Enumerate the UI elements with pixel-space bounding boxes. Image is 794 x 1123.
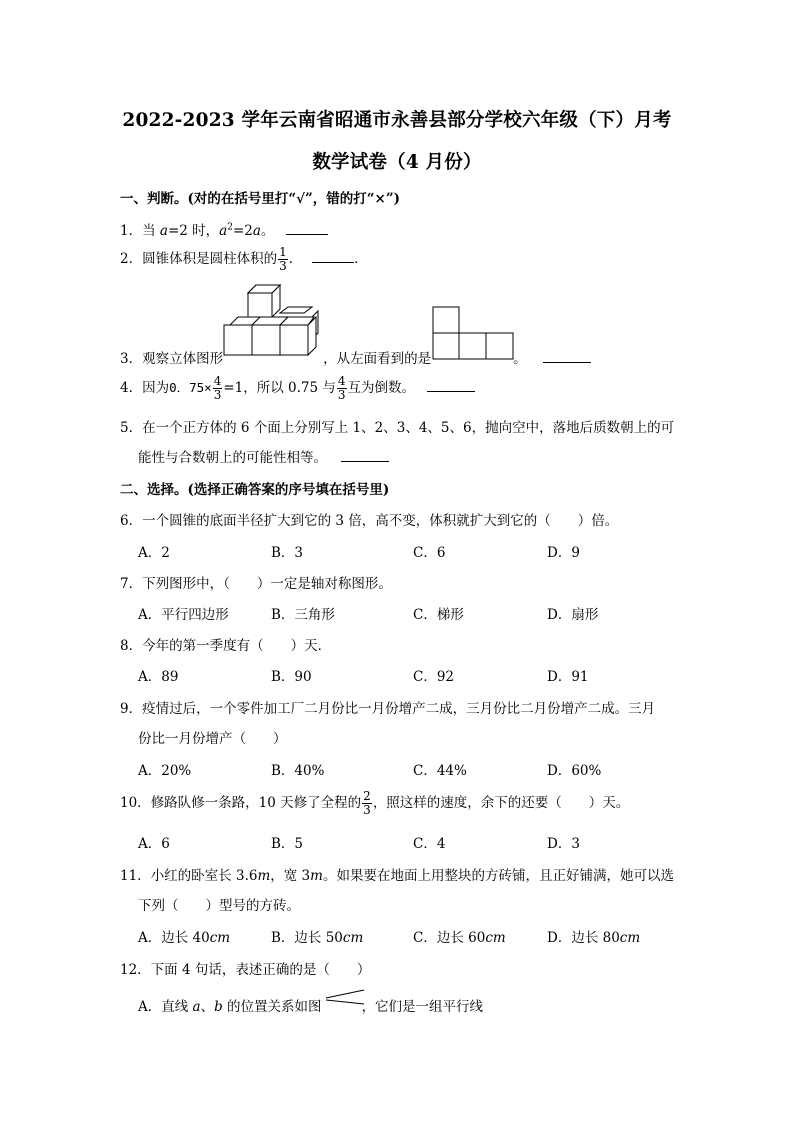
question-7 [120,572,392,592]
option-text: C．边长 60 [413,930,486,946]
question-6 [120,509,618,529]
q4-text: 因为 [142,380,170,396]
page-title-line1: 2022-2023 学年云南省昭通市永善县部分学校六年级（下）月考 [122,110,672,131]
option-text: A．直线 [138,999,193,1015]
unit-centimeter: cm [619,930,641,946]
question-number: 3． [120,351,143,367]
option-c[interactable] [413,926,506,946]
answer-blank[interactable] [427,379,475,392]
option-c[interactable]: C．梯形 [413,607,464,623]
option-a[interactable] [138,926,230,946]
answer-blank[interactable] [341,449,389,462]
section-heading-judgement: 一、判断。(对的在括号里打“√”，错的打“×”) [120,191,401,207]
q8-text: 今年的第一季度有（ ）天． [142,638,332,654]
option-c[interactable]: C．4 [413,836,446,852]
question-1 [120,219,328,239]
option-c[interactable]: C．6 [413,545,446,561]
question-number: 8． [120,638,143,654]
question-9-continued: 份比一月份增产（ ） [138,731,287,747]
option-a[interactable]: A．2 [138,545,170,561]
question-11-continued: 下列（ ）型号的方砖。 [138,898,300,914]
exponent: 2 [227,222,233,233]
option-b[interactable]: B．5 [271,836,304,852]
option-text: 、 [200,999,215,1015]
option-d[interactable]: D．扇形 [547,607,599,623]
option-a[interactable] [138,995,483,1015]
question-10 [120,790,629,817]
question-5 [120,416,674,436]
question-number: 11． [120,868,151,884]
page-title-line2: 数学试卷（4 月份） [312,152,482,173]
answer-blank[interactable] [543,350,591,363]
unit-centimeter: cm [485,930,506,946]
fraction [213,375,223,402]
unit-meter: m [257,868,271,884]
question-3 [120,347,591,367]
q11-text: ，宽 3 [270,868,311,884]
fraction-numerator: 2 [363,789,371,803]
question-number: 9． [120,701,143,717]
question-12 [120,958,370,978]
fraction-numerator: 1 [279,245,287,259]
variable-a: a [252,223,261,239]
variable-a: a [219,223,228,239]
q3-text: ，从左面看到的是 [323,351,432,367]
option-c[interactable]: C．44% [413,763,467,779]
q3-text: 。 [513,351,527,367]
option-b[interactable]: B．90 [271,669,312,685]
question-2 [120,246,368,273]
option-text: 的位置关系如图 [222,999,322,1015]
unit-meter: m [310,868,323,884]
fraction-denominator: 3 [279,259,287,273]
q11-text: 小红的卧室长 3.6 [150,868,258,884]
fraction [337,375,347,402]
option-text: B．边长 50 [271,930,343,946]
fraction-numerator: 4 [337,374,346,388]
fraction [278,246,288,273]
question-number: 6． [120,513,143,529]
unit-centimeter: cm [342,930,364,946]
question-4 [120,375,475,402]
q5-text: 能性与合数朝上的可能性相等。 [138,450,327,466]
q4-text: =1，所以 0.75 与 [223,380,336,396]
question-number: 5． [120,420,143,436]
q4-text: 互为倒数。 [347,380,416,396]
question-number: 1． [120,223,143,239]
variable-a: a [159,223,168,239]
q12-text: 下面 4 句话，表述正确的是（ ） [150,962,371,978]
q9-text: 疫情过后，一个零件加工厂二月份比一月份增产二成，三月份比二月份增产二成。三月 [142,701,656,717]
option-a[interactable]: A．6 [138,836,170,852]
answer-blank[interactable] [286,222,328,235]
question-number: 7． [120,576,143,592]
q11-text: 。如果要在地面上用整块的方砖铺，且正好铺满，她可以选 [322,868,674,884]
q1-text: =2 时， [167,223,220,239]
variable-b: b [214,999,223,1015]
option-d[interactable] [547,926,640,946]
question-number: 2． [120,251,143,267]
q7-text: 下列图形中，（ ）一定是轴对称图形。 [142,576,392,592]
option-d[interactable]: D．91 [547,669,589,685]
option-c[interactable]: C．92 [413,669,455,685]
option-d[interactable]: D．3 [547,836,580,852]
option-d[interactable]: D．60% [547,763,602,779]
option-a[interactable]: A．20% [138,763,192,779]
q2-text: ． [354,251,368,267]
option-b[interactable]: B．40% [271,763,325,779]
fraction-numerator: 4 [213,374,222,388]
option-text: ，它们是一组平行线 [361,999,484,1015]
option-a[interactable]: A．89 [138,669,179,685]
option-text: A．边长 40 [138,930,210,946]
fraction [362,790,372,817]
q3-text: 观察立体图形 [142,351,224,367]
variable-a: a [192,999,201,1015]
question-11 [120,864,674,884]
q5-text: 在一个正方体的 6 个面上分别写上 1、2、3、4、5、6，抛向空中，落地后质数朝上的可 [142,420,675,436]
unit-centimeter: cm [209,930,231,946]
option-b[interactable]: B．三角形 [271,607,335,623]
option-d[interactable]: D．9 [547,545,580,561]
fraction-denominator: 3 [363,803,371,817]
q1-text: 。 [260,223,275,239]
fraction-denominator: 3 [337,388,346,402]
q2-text: ． [288,251,303,267]
q1-text: =2 [232,223,253,239]
answer-blank[interactable] [312,250,354,263]
q10-text: 修路队修一条路，10 天修了全程的 [150,795,362,811]
question-number: 4． [120,380,143,396]
option-b[interactable]: B．3 [271,545,304,561]
q1-text: 当 [142,223,160,239]
question-8 [120,634,331,654]
q10-text: ，照这样的速度，余下的还要（ ）天。 [372,795,630,811]
question-number: 10． [120,795,151,811]
section-heading-choice: 二、选择。(选择正确答案的序号填在括号里) [120,482,390,498]
question-9 [120,697,655,717]
option-text: D．边长 80 [547,930,620,946]
option-b[interactable] [271,926,363,946]
question-5-continued [138,446,389,466]
fraction-denominator: 3 [213,388,222,402]
q6-text: 一个圆锥的底面半径扩大到它的 3 倍，高不变，体积就扩大到它的（ ）倍。 [142,513,619,529]
two-lines-figure [324,988,366,1008]
q4-value: 0．75× [169,380,212,395]
option-a[interactable]: A．平行四边形 [138,607,229,623]
q2-text: 圆锥体积是圆柱体积的 [142,251,278,267]
question-number: 12． [120,962,151,978]
